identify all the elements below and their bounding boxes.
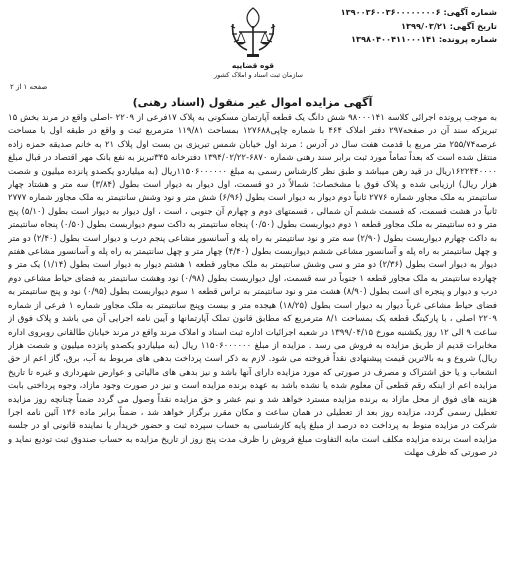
page-indicator: صفحه ۱ از ۲: [10, 83, 48, 91]
notice-body: به موجب پرونده اجرائی کلاسه ۹۸۰۰۰۱۴۱ شش دانگ یک قطعه آپارتمان مسکونی به پلاک ۱۷فرعی از ۲۲۰۹ -اصلی واقع در مرند بخش ۱۵ تبریزکه سند آن در صفحه۲۹۷ دفتر املاک ۴۶۴ با شماره چاپی۱۲۷۶۸۸ بمساحت ۱۱۹/۸۱ مترمربع ثبت و واقع در طبقه اول با مساحت عرصه۲۵۵/۷۴ متر مربع با قدمت هفت سال در آدرس : مرند اول خیابان شمس تبریزی بن بست اول پلاک ۲۱ به خانم صدیقه حمزه زاده منتقل شده است که بعداً تماماً مورد ثبت برابر سند رهنی شماره ۶۸۷۰-۱۳۹۴/۰۲/۲۲ دفترخانه ۳۴۵تبریز به نفع بانک مهر اقتصاد در قبال مبلغ ۱۶۲۲۴۴۰۰۰۰ریال در قید رهن میباشد و طبق نظر کارشناس رسمی به مبلغ ۱۱۵۰۶۰۰۰۰۰۰ریال (به میلیاردو یکصدو پانزده میلیون و شصت هزار ریال) ارزیابی شده و پلاک فوق با مشخصات: شمالاً در دو قسمت، اول دیوار به دیوار است بطول (۳/۸۴) سه متر و هشتاد چهار سانتیمتر به ملک مجاور شماره ۲۷۷۶ ثانیاً دوم دیوار به دیوار است بطول (۶/۹۶) شش متر و نود وشش سانتیمتر به ملک مجاور شماره ۲۷۷۷ ثانیاً در هشت قسمت، که قسمت ششم آن شمالی ، قسمتهای دوم و چهارم آن جنوبی ، است ، اول دیوار به دیوار است بطول (۵/۱۰) پنج متر و ده سانتیمتر به ملک مجاور قطعه ۱ دوم دیواربست بطول (۰/۵۰) پنجاه سانتیمتر به داکت سوم دیواربست بطول (۰/۵۰) پنجاه سانتیمتر به داکت چهارم دیواربست بطول (۲/۹۰) سه متر و نود سانتیمتر به راه پله و آسانسور مشاعی پنجم درب و دیوار است بطول (۲/۴۰) دو متر و چهل سانتیمتر به راه پله و آسانسور مشاعی ششم دیواربست بطول (۴/۴۰) چهار متر و چهل سانتیمتر به راه پله و آسانسور مشاعی هفتم دیوار به دیوار است بطول (۲/۳۶) دو متر و سی وشش سانتیمتر به ملک مجاور قطعه ۱ هشتم دیوار به دیوار است بطول (۱/۱۴) یک متر و چهارده سانتیمتر به ملک مجاور قطعه ۱ جنوباً در سه قسمت، اول دیواربست بطول (۰/۹۸) نود وهشت سانتیمتر به فضای حیاط مشاعی دوم درب و دیوار و پنجره ای است بطول (۸/۹۰) هشت متر و نود سانتیمتر به تراس قطعه ۱ سوم دیواربست بطول (۰/۹۵) نود و پنج سانتیمتر به فضای حیاط مشاعی غرباً دیوار به دیوار است بطول (۱۸/۲۵) هیجده متر و بیست وپنج سانتیمتر به ملک مجاور شماره ۱ فرعی از شماره ۲۲۰۹ اصلی ، با پارکینگ قطعه یک بمساحت ۸/۱ مترمربع که مطابق قانون تملک آپارتمانها و آیین نامه اجرایی آن می باشد و پلاک فوق از ساعت ۹ الی ۱۲ روز یکشنبه مورخ ۱۳۹۹/۰۴/۱۵ در شعبه اجرائیات اداره ثبت اسناد و املاک مرند واقع در مرند خیابان طالقانی روبروی اداره مخابرات قدیم از طریق مزایده به فروش می رسد . مزایده از مبلغ ۱۱۵۰۶۰۰۰۰۰۰ ریال (به میلیاردو یکصدو پانزده میلیون و شصت هزار ریال) شروع و به بالاترین قیمت پیشنهادی نقداً فروخته می شود. لازم به ذکر است پرداخت بدهی های مربوط به آب، برق، گاز اعم از حق انشعاب و یا حق اشتراک و مصرف در صورتی که مورد مزایده دارای آنها باشد و نیز بدهی های مالیاتی و عوارض شهرداری و غیره تا تاریخ مزایده اعم از اینکه رقم قطعی آن معلوم شده یا نشده باشد به عهده برنده مزایده است و نیز در صورت وجود مازاد، وجوه پرداختی بابت هزینه های فوق از محل مازاد به برنده مزایده مسترد خواهد شد و نیم عشر و حق مزایده نقداً وصول می گردد ضمناً چنانچه روز مزایده تعطیل رسمی گردد، مزایده روز بعد از تعطیلی در همان ساعت و مکان مقرر برگزار خواهد شد ، ضمناً برابر ماده ۱۳۶ آئین نامه اجرا شرکت در مزایده منوط به پرداخت ده درصد از مبلغ پایه کارشناسی به حساب سپرده ثبت و حضور خریدار یا نماینده قانونی او در جلسه مزایده است برنده مزایده مکلف است مابه التفاوت مبلغ فروش را ظرف مدت پنج روز از تاریخ مزایده به حساب صندوق ثبت تودیع نماید و در صورتی که ظرف مهلت: [8, 113, 497, 459]
notice-date: تاریخ آگهی: ۱۳۹۹/۰۳/۲۱: [400, 20, 497, 31]
scales-emblem-icon: [225, 4, 281, 62]
notice-number: شماره آگهی: ۱۳۹۰۰۳۶۰۰۳۶۰۰۰۰۰۰۰۰۶: [340, 7, 497, 17]
judiciary-logo: [214, 4, 303, 86]
case-number: شماره پرونده: ۱۳۹۸۰۴۰۰۴۱۱۰۰۰۱۴۱: [351, 34, 497, 44]
registration-org-name: سازمان ثبت اسناد و املاک کشور: [214, 71, 303, 79]
notice-header-block: [332, 6, 497, 47]
notice-title: آگهی مزایده اموال غیر منقول (اسناد رهنی): [132, 96, 373, 109]
judiciary-name: قوه قضاییه: [231, 61, 275, 70]
